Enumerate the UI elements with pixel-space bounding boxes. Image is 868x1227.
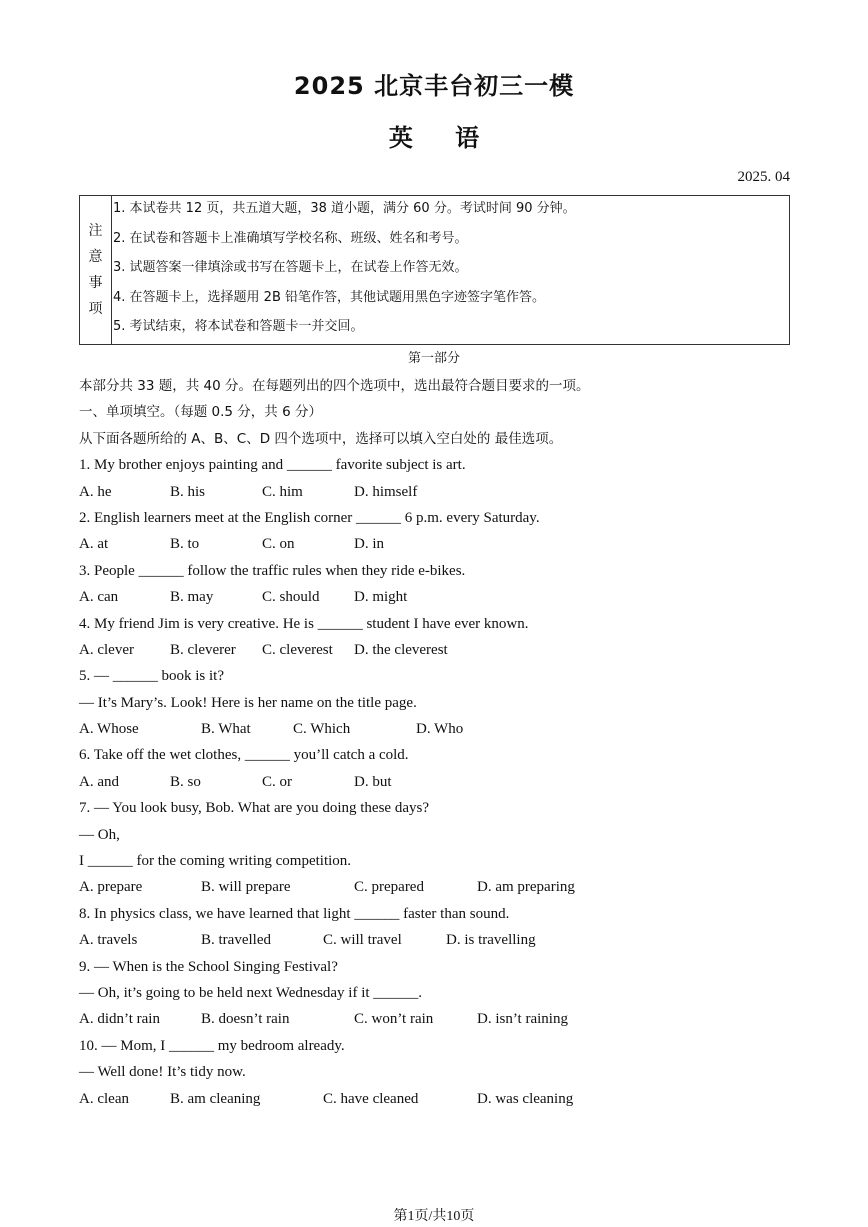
- answer-option: A. and: [79, 773, 119, 790]
- answer-options: [79, 1086, 799, 1112]
- notice-label-char: 项: [88, 301, 103, 317]
- answer-option: D. isn’t raining: [477, 1011, 568, 1028]
- question-list: [79, 452, 799, 1112]
- answer-options: [79, 584, 799, 610]
- answer-option: A. at: [79, 536, 109, 553]
- answer-option: B. so: [170, 773, 201, 790]
- answer-option: B. travelled: [201, 932, 271, 949]
- section-instruction: 从下面各题所给的 A、B、C、D 四个选项中，选择可以填入空白处的 最佳选项。: [79, 430, 563, 447]
- answer-option: A. travels: [79, 932, 138, 949]
- answer-option: D. am preparing: [477, 879, 575, 896]
- question-item: [79, 452, 799, 505]
- notice-item: 5. 考试结束，将本试卷和答题卡一并交回。: [113, 319, 364, 335]
- answer-options: [79, 531, 799, 557]
- answer-option: C. cleverest: [262, 641, 333, 658]
- question-stem: 8. In physics class, we have learned that light ______ faster than sound.: [79, 905, 510, 922]
- answer-options: [79, 479, 799, 505]
- answer-option: C. won’t rain: [354, 1011, 434, 1028]
- answer-option: A. clever: [79, 641, 134, 658]
- question-line: — It’s Mary’s. Look! Here is her name on the title page.: [79, 694, 417, 711]
- answer-option: C. have cleaned: [323, 1090, 419, 1107]
- question-item: [79, 954, 799, 1033]
- answer-option: A. didn’t rain: [79, 1011, 160, 1028]
- notice-item: 3. 试题答案一律填涂或书写在答题卡上，在试卷上作答无效。: [113, 260, 468, 276]
- answer-option: B. doesn’t rain: [201, 1011, 290, 1028]
- page-number: 第1页/共10页: [393, 1209, 475, 1224]
- exam-subject: 英 语: [388, 124, 480, 152]
- answer-option: D. might: [354, 589, 408, 606]
- section-heading: 一、单项填空。（每题 0.5 分，共 6 分）: [79, 404, 322, 421]
- notice-label-char: 注: [88, 223, 103, 239]
- question-item: [79, 742, 799, 795]
- question-stem: 9. — When is the School Singing Festival?: [79, 958, 338, 975]
- notice-item: 2. 在试卷和答题卡上准确填写学校名称、班级、姓名和考号。: [113, 230, 468, 246]
- answer-option: A. can: [79, 589, 119, 606]
- notice-items: [112, 196, 789, 344]
- answer-option: B. his: [170, 483, 206, 500]
- question-item: [79, 901, 799, 954]
- answer-options: [79, 769, 799, 795]
- question-item: [79, 795, 799, 901]
- answer-option: A. clean: [79, 1090, 129, 1107]
- question-line: — Oh, it’s going to be held next Wednesday if it ______.: [79, 984, 423, 1001]
- answer-option: C. on: [262, 536, 295, 553]
- question-stem: 1. My brother enjoys painting and ______ favorite subject is art.: [79, 457, 466, 474]
- notice-item: 1. 本试卷共 12 页，共五道大题，38 道小题，满分 60 分。考试时间 90 分钟。: [113, 201, 576, 216]
- question-stem: 5. — ______ book is it?: [79, 668, 224, 685]
- question-item: [79, 505, 799, 558]
- answer-option: D. himself: [354, 483, 418, 500]
- question-stem: 3. People ______ follow the traffic rules when they ride e-bikes.: [79, 562, 466, 579]
- answer-options: [79, 716, 799, 742]
- question-stem: 6. Take off the wet clothes, ______ you’ll catch a cold.: [79, 747, 409, 764]
- question-item: [79, 611, 799, 664]
- answer-option: A. he: [79, 483, 112, 500]
- notice-label-char: 事: [88, 275, 103, 291]
- answer-option: B. will prepare: [201, 879, 291, 896]
- question-stem: 10. — Mom, I ______ my bedroom already.: [79, 1037, 345, 1054]
- answer-option: C. should: [262, 589, 320, 606]
- answer-option: D. is travelling: [446, 932, 536, 949]
- answer-option: B. What: [201, 721, 251, 738]
- answer-option: B. am cleaning: [170, 1090, 261, 1107]
- answer-options: [79, 637, 799, 663]
- answer-option: D. the cleverest: [354, 641, 448, 658]
- answer-option: C. will travel: [323, 932, 402, 949]
- question-item: [79, 1033, 799, 1112]
- question-stem: 2. English learners meet at the English corner ______ 6 p.m. every Saturday.: [79, 509, 540, 526]
- answer-option: C. him: [262, 483, 303, 500]
- answer-option: C. Which: [293, 721, 351, 738]
- notice-label-char: 意: [88, 249, 103, 265]
- part-intro: 本部分共 33 题，共 40 分。在每题列出的四个选项中，选出最符合题目要求的一项。: [79, 378, 590, 394]
- answer-option: A. Whose: [79, 721, 139, 738]
- answer-options: [79, 874, 799, 900]
- question-line: — Oh,: [79, 826, 120, 843]
- question-line: I ______ for the coming writing competition.: [79, 853, 352, 870]
- answer-option: D. was cleaning: [477, 1090, 574, 1107]
- answer-option: B. cleverer: [170, 641, 236, 658]
- answer-option: D. but: [354, 773, 392, 790]
- question-line: — Well done! It’s tidy now.: [79, 1064, 246, 1081]
- exam-date: 2025. 04: [737, 169, 790, 185]
- question-item: [79, 558, 799, 611]
- part-title: 第一部分: [407, 351, 460, 366]
- answer-options: [79, 1006, 799, 1032]
- question-stem: 4. My friend Jim is very creative. He is ______ student I have ever known.: [79, 615, 529, 632]
- answer-option: B. may: [170, 589, 214, 606]
- exam-title: 2025 北京丰台初三一模: [293, 72, 575, 100]
- notice-box: [79, 195, 790, 345]
- answer-option: D. in: [354, 536, 384, 553]
- notice-item: 4. 在答题卡上，选择题用 2B 铅笔作答，其他试题用黑色字迹签字笔作答。: [113, 289, 545, 305]
- notice-label: [80, 196, 112, 344]
- question-stem: 7. — You look busy, Bob. What are you doing these days?: [79, 800, 429, 817]
- answer-options: [79, 927, 799, 953]
- answer-option: A. prepare: [79, 879, 143, 896]
- answer-option: C. or: [262, 773, 292, 790]
- question-item: [79, 663, 799, 742]
- answer-option: B. to: [170, 536, 200, 553]
- answer-option: D. Who: [416, 721, 464, 738]
- answer-option: C. prepared: [354, 879, 424, 896]
- exam-content: [79, 373, 799, 1112]
